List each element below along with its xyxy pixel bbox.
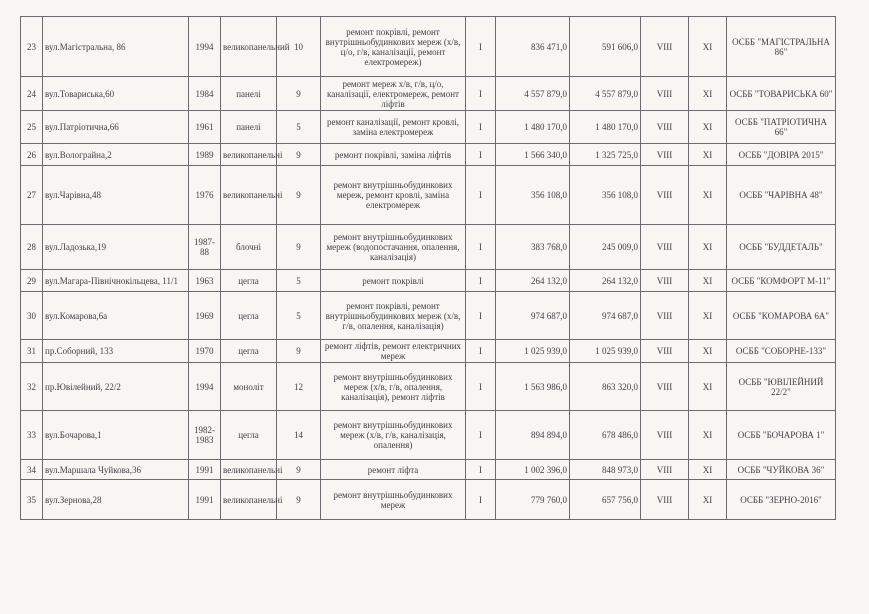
- start-month-cell: VIII: [641, 270, 689, 292]
- end-month-cell: XI: [689, 225, 727, 270]
- end-month-cell: XI: [689, 111, 727, 144]
- address-cell: вул.Волограйна,2: [43, 144, 189, 166]
- work-description-cell: ремонт ліфтів, ремонт електричних мереж: [321, 340, 466, 363]
- year-cell: 1970: [189, 340, 221, 363]
- year-cell: 1984: [189, 77, 221, 111]
- address-cell: вул.Комарова,6а: [43, 292, 189, 340]
- address-cell: вул.Патріотична,66: [43, 111, 189, 144]
- osbb-name-cell: ОСББ "БОЧАРОВА 1": [727, 411, 836, 460]
- end-month-cell: XI: [689, 411, 727, 460]
- total-cost-cell: 1 480 170,0: [496, 111, 570, 144]
- address-cell: вул.Ладозька,19: [43, 225, 189, 270]
- floors-cell: 9: [277, 144, 321, 166]
- row-number: 28: [21, 225, 43, 270]
- wall-material-cell: цегла: [221, 340, 277, 363]
- osbb-name-cell: ОСББ "ЗЕРНО-2016": [727, 480, 836, 520]
- end-month-cell: XI: [689, 292, 727, 340]
- table-row: [21, 340, 836, 363]
- start-month-cell: VIII: [641, 17, 689, 77]
- floors-cell: 5: [277, 111, 321, 144]
- year-cell: 1991: [189, 480, 221, 520]
- floors-cell: 12: [277, 363, 321, 411]
- funding-cell: 678 486,0: [570, 411, 641, 460]
- work-description-cell: ремонт ліфта: [321, 460, 466, 480]
- start-month-cell: VIII: [641, 225, 689, 270]
- osbb-name-cell: ОСББ "ТОВАРИСЬКА 60": [727, 77, 836, 111]
- address-cell: вул.Товариська,60: [43, 77, 189, 111]
- table-row: [21, 77, 836, 111]
- table-row: [21, 111, 836, 144]
- end-month-cell: XI: [689, 166, 727, 225]
- category-cell: І: [466, 363, 496, 411]
- category-cell: І: [466, 144, 496, 166]
- row-number: 24: [21, 77, 43, 111]
- total-cost-cell: 264 132,0: [496, 270, 570, 292]
- funding-cell: 974 687,0: [570, 292, 641, 340]
- row-number: 32: [21, 363, 43, 411]
- address-cell: вул.Маршала Чуйкова,36: [43, 460, 189, 480]
- start-month-cell: VIII: [641, 77, 689, 111]
- end-month-cell: XI: [689, 340, 727, 363]
- year-cell: 1989: [189, 144, 221, 166]
- table-row: [21, 144, 836, 166]
- funding-cell: 848 973,0: [570, 460, 641, 480]
- address-cell: вул.Бочарова,1: [43, 411, 189, 460]
- floors-cell: 9: [277, 166, 321, 225]
- repair-program-table: [20, 16, 836, 520]
- category-cell: І: [466, 480, 496, 520]
- total-cost-cell: 974 687,0: [496, 292, 570, 340]
- year-cell: 1969: [189, 292, 221, 340]
- address-cell: пр.Соборний, 133: [43, 340, 189, 363]
- start-month-cell: VIII: [641, 460, 689, 480]
- address-cell: вул.Чарівна,48: [43, 166, 189, 225]
- total-cost-cell: 1 002 396,0: [496, 460, 570, 480]
- row-number: 31: [21, 340, 43, 363]
- wall-material-cell: панелі: [221, 77, 277, 111]
- start-month-cell: VIII: [641, 340, 689, 363]
- table-row: [21, 460, 836, 480]
- row-number: 25: [21, 111, 43, 144]
- start-month-cell: VIII: [641, 166, 689, 225]
- total-cost-cell: 894 894,0: [496, 411, 570, 460]
- total-cost-cell: 356 108,0: [496, 166, 570, 225]
- end-month-cell: XI: [689, 460, 727, 480]
- work-description-cell: ремонт покрівлі, ремонт внутрішньобудинкових мереж (х/в, г/в, опалення, каналізація): [321, 292, 466, 340]
- start-month-cell: VIII: [641, 363, 689, 411]
- total-cost-cell: 1 563 986,0: [496, 363, 570, 411]
- start-month-cell: VIII: [641, 111, 689, 144]
- wall-material-cell: моноліт: [221, 363, 277, 411]
- category-cell: І: [466, 270, 496, 292]
- osbb-name-cell: ОСББ "КОМАРОВА 6А": [727, 292, 836, 340]
- total-cost-cell: 383 768,0: [496, 225, 570, 270]
- table-row: [21, 411, 836, 460]
- row-number: 23: [21, 17, 43, 77]
- floors-cell: 9: [277, 340, 321, 363]
- osbb-name-cell: ОСББ "БУДДЕТАЛЬ": [727, 225, 836, 270]
- osbb-name-cell: ОСББ "ЧУЙКОВА 36": [727, 460, 836, 480]
- category-cell: І: [466, 77, 496, 111]
- category-cell: І: [466, 292, 496, 340]
- start-month-cell: VIII: [641, 292, 689, 340]
- osbb-name-cell: ОСББ "ПАТРІОТИЧНА 66": [727, 111, 836, 144]
- funding-cell: 1 325 725,0: [570, 144, 641, 166]
- row-number: 35: [21, 480, 43, 520]
- table-body: [21, 17, 836, 520]
- end-month-cell: XI: [689, 144, 727, 166]
- wall-material-cell: великопанельні: [221, 166, 277, 225]
- row-number: 34: [21, 460, 43, 480]
- funding-cell: 657 756,0: [570, 480, 641, 520]
- row-number: 26: [21, 144, 43, 166]
- wall-material-cell: великопанельні: [221, 480, 277, 520]
- work-description-cell: ремонт внутрішньобудинкових мереж (водопостачання, опалення, каналізація): [321, 225, 466, 270]
- table-row: [21, 292, 836, 340]
- end-month-cell: XI: [689, 363, 727, 411]
- start-month-cell: VIII: [641, 411, 689, 460]
- floors-cell: 14: [277, 411, 321, 460]
- year-cell: 1963: [189, 270, 221, 292]
- funding-cell: 591 606,0: [570, 17, 641, 77]
- category-cell: І: [466, 460, 496, 480]
- table-row: [21, 363, 836, 411]
- floors-cell: 10: [277, 17, 321, 77]
- wall-material-cell: цегла: [221, 270, 277, 292]
- wall-material-cell: великопанельні: [221, 144, 277, 166]
- end-month-cell: XI: [689, 77, 727, 111]
- work-description-cell: ремонт каналізації, ремонт кровлі, заміна електромереж: [321, 111, 466, 144]
- wall-material-cell: цегла: [221, 292, 277, 340]
- osbb-name-cell: ОСББ "ЮВІЛЕЙНИЙ 22/2": [727, 363, 836, 411]
- end-month-cell: XI: [689, 17, 727, 77]
- year-cell: 1994: [189, 17, 221, 77]
- table-row: [21, 17, 836, 77]
- work-description-cell: ремонт мереж х/в, г/в, ц/о, каналізації, електромереж, ремонт ліфтів: [321, 77, 466, 111]
- osbb-name-cell: ОСББ "ДОВІРА 2015": [727, 144, 836, 166]
- work-description-cell: ремонт внутрішньобудинкових мереж (х/в, г/в, каналізація, опалення): [321, 411, 466, 460]
- floors-cell: 9: [277, 225, 321, 270]
- osbb-name-cell: ОСББ "КОМФОРТ М-11": [727, 270, 836, 292]
- category-cell: І: [466, 225, 496, 270]
- year-cell: 1976: [189, 166, 221, 225]
- table-row: [21, 225, 836, 270]
- start-month-cell: VIII: [641, 480, 689, 520]
- work-description-cell: ремонт покрівлі, заміна ліфтів: [321, 144, 466, 166]
- funding-cell: 863 320,0: [570, 363, 641, 411]
- osbb-name-cell: ОСББ "ЧАРІВНА 48": [727, 166, 836, 225]
- category-cell: І: [466, 111, 496, 144]
- end-month-cell: XI: [689, 270, 727, 292]
- row-number: 27: [21, 166, 43, 225]
- category-cell: І: [466, 340, 496, 363]
- work-description-cell: ремонт покрівлі, ремонт внутрішньобудинкових мереж (х/в, ц/о, г/в, каналізації, ремонт електромереж): [321, 17, 466, 77]
- address-cell: вул.Магістральна, 86: [43, 17, 189, 77]
- osbb-name-cell: ОСББ "МАГІСТРАЛЬНА 86": [727, 17, 836, 77]
- year-cell: 1987-88: [189, 225, 221, 270]
- row-number: 33: [21, 411, 43, 460]
- floors-cell: 9: [277, 460, 321, 480]
- wall-material-cell: великопанельний: [221, 17, 277, 77]
- total-cost-cell: 1 025 939,0: [496, 340, 570, 363]
- address-cell: вул.Зернова,28: [43, 480, 189, 520]
- total-cost-cell: 4 557 879,0: [496, 77, 570, 111]
- total-cost-cell: 1 566 340,0: [496, 144, 570, 166]
- wall-material-cell: великопанельні: [221, 460, 277, 480]
- year-cell: 1994: [189, 363, 221, 411]
- table-row: [21, 270, 836, 292]
- table-row: [21, 480, 836, 520]
- year-cell: 1991: [189, 460, 221, 480]
- row-number: 30: [21, 292, 43, 340]
- table-row: [21, 166, 836, 225]
- funding-cell: 4 557 879,0: [570, 77, 641, 111]
- start-month-cell: VIII: [641, 144, 689, 166]
- year-cell: 1982-1983: [189, 411, 221, 460]
- wall-material-cell: цегла: [221, 411, 277, 460]
- floors-cell: 9: [277, 480, 321, 520]
- category-cell: І: [466, 166, 496, 225]
- total-cost-cell: 836 471,0: [496, 17, 570, 77]
- funding-cell: 356 108,0: [570, 166, 641, 225]
- osbb-name-cell: ОСББ "СОБОРНЕ-133": [727, 340, 836, 363]
- category-cell: І: [466, 411, 496, 460]
- category-cell: І: [466, 17, 496, 77]
- address-cell: пр.Ювілейний, 22/2: [43, 363, 189, 411]
- work-description-cell: ремонт покрівлі: [321, 270, 466, 292]
- work-description-cell: ремонт внутрішньобудинкових мереж: [321, 480, 466, 520]
- row-number: 29: [21, 270, 43, 292]
- wall-material-cell: панелі: [221, 111, 277, 144]
- funding-cell: 1 025 939,0: [570, 340, 641, 363]
- total-cost-cell: 779 760,0: [496, 480, 570, 520]
- funding-cell: 1 480 170,0: [570, 111, 641, 144]
- work-description-cell: ремонт внутрішньобудинкових мереж, ремонт кровлі, заміна електромереж: [321, 166, 466, 225]
- end-month-cell: XI: [689, 480, 727, 520]
- wall-material-cell: блочні: [221, 225, 277, 270]
- year-cell: 1961: [189, 111, 221, 144]
- funding-cell: 245 009,0: [570, 225, 641, 270]
- work-description-cell: ремонт внутрішньобудинкових мереж (х/в, г/в, опалення, каналізація), ремонт ліфтів: [321, 363, 466, 411]
- floors-cell: 9: [277, 77, 321, 111]
- address-cell: вул.Магара-Північнокільцева, 11/1: [43, 270, 189, 292]
- floors-cell: 5: [277, 270, 321, 292]
- funding-cell: 264 132,0: [570, 270, 641, 292]
- floors-cell: 5: [277, 292, 321, 340]
